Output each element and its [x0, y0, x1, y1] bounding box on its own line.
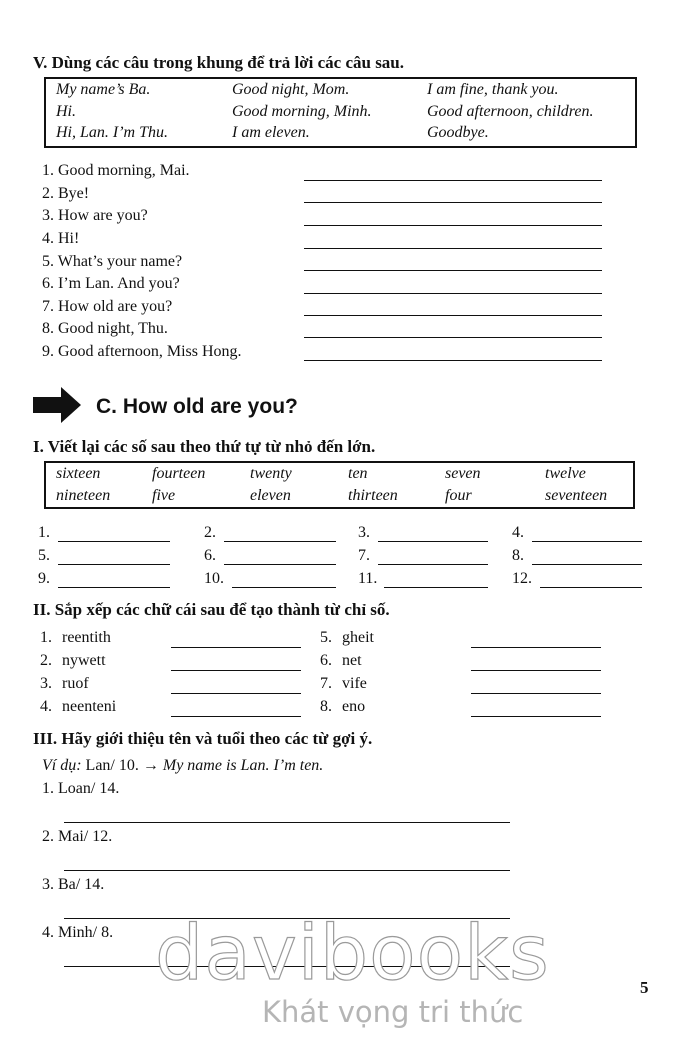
answer-line[interactable] [304, 270, 602, 271]
answer-line[interactable] [304, 337, 602, 338]
intro-item: 1. Loan/ 14. [42, 780, 120, 797]
answer-line[interactable] [304, 180, 602, 181]
number-word: four [445, 487, 472, 504]
answer-line[interactable] [171, 716, 301, 717]
number-word: sixteen [56, 465, 101, 482]
number-word: nineteen [56, 487, 111, 504]
scrambled-word: gheit [342, 629, 374, 646]
order-number: 8. [512, 547, 524, 564]
item-number: 7. [320, 675, 332, 692]
answer-line[interactable] [171, 693, 301, 694]
intro-item: 3. Ba/ 14. [42, 876, 105, 893]
arrow-icon: → [142, 757, 159, 774]
section-c-title: C. How old are you? [96, 395, 298, 418]
section-v-title: V. Dùng các câu trong khung để trả lời các câu sau. [33, 53, 405, 72]
part-1-title: I. Viết lại các số sau theo thứ tự từ nhỏ đến lớn. [33, 437, 376, 456]
part-2-title: II. Sắp xếp các chữ cái sau để tạo thành từ chỉ số. [33, 600, 390, 619]
order-number: 6. [204, 547, 216, 564]
question: 5. What’s your name? [42, 253, 183, 270]
example-label: Ví dụ: [42, 757, 82, 774]
answer-line[interactable] [532, 564, 642, 565]
answer-line[interactable] [540, 587, 642, 588]
order-number: 3. [358, 524, 370, 541]
answer-line[interactable] [224, 541, 336, 542]
order-number: 5. [38, 547, 50, 564]
scrambled-word: vife [342, 675, 367, 692]
scrambled-word: nywett [62, 652, 106, 669]
scrambled-word: eno [342, 698, 366, 715]
answer-box [44, 77, 637, 148]
item-number: 6. [320, 652, 332, 669]
order-number: 12. [512, 570, 532, 587]
answer-line[interactable] [304, 293, 602, 294]
answer-line[interactable] [58, 564, 170, 565]
answer-line[interactable] [64, 870, 510, 871]
number-word: seven [445, 465, 481, 482]
item-number: 4. [40, 698, 52, 715]
watermark-tagline: Khát vọng tri thức [262, 995, 524, 1029]
item-number: 5. [320, 629, 332, 646]
answer-line[interactable] [232, 587, 336, 588]
question: 7. How old are you? [42, 298, 173, 315]
answer-option: My name’s Ba. [56, 81, 151, 98]
part-3-title: III. Hãy giới thiệu tên và tuổi theo các từ gợi ý. [33, 729, 373, 748]
arrow-right-icon [33, 387, 81, 423]
question: 3. How are you? [42, 207, 148, 224]
question: 2. Bye! [42, 185, 90, 202]
answer-line[interactable] [532, 541, 642, 542]
answer-line[interactable] [224, 564, 336, 565]
answer-option: Hi, Lan. I’m Thu. [56, 124, 169, 141]
intro-item: 4. Minh/ 8. [42, 924, 114, 941]
order-number: 10. [204, 570, 224, 587]
answer-line[interactable] [304, 360, 602, 361]
answer-line[interactable] [384, 587, 488, 588]
answer-line[interactable] [171, 647, 301, 648]
item-number: 2. [40, 652, 52, 669]
order-number: 7. [358, 547, 370, 564]
scrambled-word: net [342, 652, 362, 669]
item-number: 3. [40, 675, 52, 692]
example-prompt: Lan/ 10. [85, 757, 139, 774]
answer-option: Good afternoon, children. [427, 103, 594, 120]
answer-line[interactable] [471, 647, 601, 648]
number-word: thirteen [348, 487, 398, 504]
answer-line[interactable] [471, 693, 601, 694]
example-answer: My name is Lan. I’m ten. [162, 757, 324, 774]
example [42, 757, 323, 775]
question: 1. Good morning, Mai. [42, 162, 190, 179]
item-number: 8. [320, 698, 332, 715]
order-number: 9. [38, 570, 50, 587]
answer-line[interactable] [171, 670, 301, 671]
order-number: 1. [38, 524, 50, 541]
number-word-box [44, 461, 635, 509]
order-number: 11. [358, 570, 378, 587]
answer-option: Good morning, Minh. [232, 103, 372, 120]
answer-line[interactable] [471, 716, 601, 717]
answer-line[interactable] [471, 670, 601, 671]
number-word: fourteen [152, 465, 206, 482]
answer-line[interactable] [378, 541, 488, 542]
answer-line[interactable] [304, 248, 602, 249]
answer-line[interactable] [58, 587, 170, 588]
number-word: five [152, 487, 176, 504]
question: 6. I’m Lan. And you? [42, 275, 180, 292]
number-word: twenty [250, 465, 292, 482]
scrambled-word: neenteni [62, 698, 117, 715]
answer-line[interactable] [304, 315, 602, 316]
question: 8. Good night, Thu. [42, 320, 168, 337]
answer-line[interactable] [304, 225, 602, 226]
number-word: seventeen [545, 487, 608, 504]
page-number: 5 [640, 978, 649, 997]
watermark-brand: davibooks [155, 908, 550, 997]
intro-item: 2. Mai/ 12. [42, 828, 113, 845]
scrambled-word: ruof [62, 675, 89, 692]
answer-option: I am fine, thank you. [427, 81, 559, 98]
answer-option: Goodbye. [427, 124, 489, 141]
answer-line[interactable] [64, 822, 510, 823]
question: 9. Good afternoon, Miss Hong. [42, 343, 242, 360]
answer-line[interactable] [58, 541, 170, 542]
answer-option: I am eleven. [232, 124, 310, 141]
item-number: 1. [40, 629, 52, 646]
scrambled-word: reentith [62, 629, 111, 646]
answer-option: Good night, Mom. [232, 81, 350, 98]
answer-line[interactable] [304, 202, 602, 203]
order-number: 4. [512, 524, 524, 541]
number-word: eleven [250, 487, 291, 504]
number-word: ten [348, 465, 368, 482]
order-number: 2. [204, 524, 216, 541]
question: 4. Hi! [42, 230, 80, 247]
answer-line[interactable] [378, 564, 488, 565]
number-word: twelve [545, 465, 586, 482]
answer-option: Hi. [56, 103, 76, 120]
